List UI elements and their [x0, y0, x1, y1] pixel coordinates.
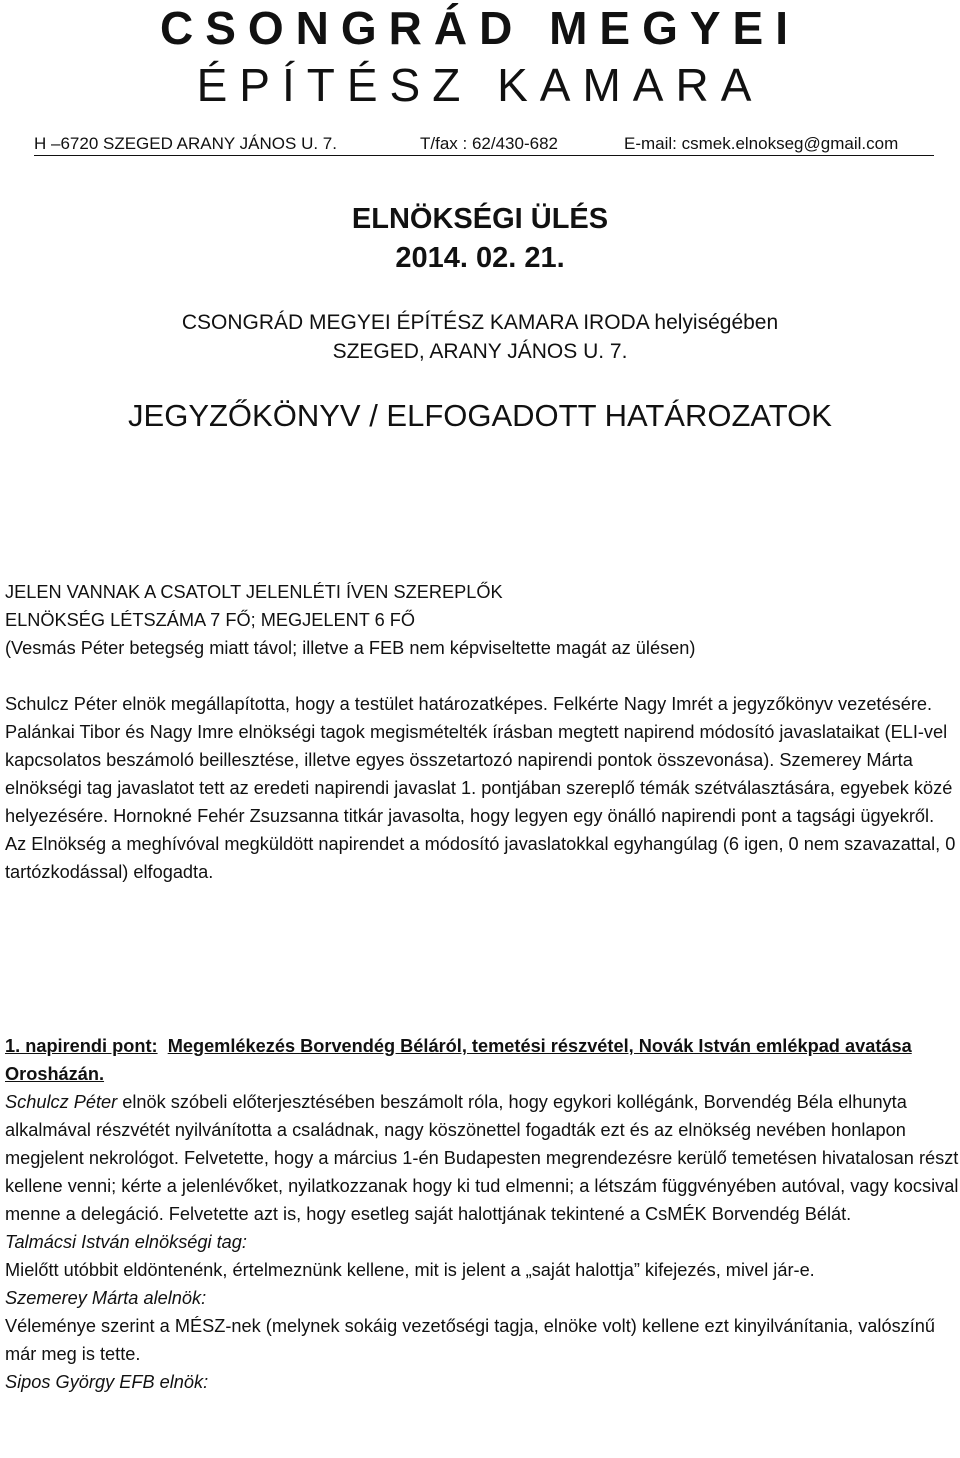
- location-line1: CSONGRÁD MEGYEI ÉPÍTÉSZ KAMARA IRODA helyiségében: [181, 311, 779, 334]
- intro-paragraph2: Palánkai Tibor és Nagy Imre elnökségi tagok megismételték írásban megtett napirend módosító javaslataikat (ELI-vel kapcsolatos beszámoló beillesztése, illetve egyes összetartozó napirendi pontok összevonása). Szemerey Márta elnökségi tag javaslatot tett az eredeti napirendi javaslat 1. pontjában szereplő témák szétválasztására, egyebek közé helyezésére. Hornokné Fehér Zsuzsanna titkár javasolta, hogy legyen egy önálló napirendi pont a tagsági ügyekről.: [5, 722, 953, 826]
- attendance-line1: JELEN VANNAK A CSATOLT JELENLÉTI ÍVEN SZEREPLŐK: [5, 582, 503, 602]
- intro-paragraph3: Az Elnökség a meghívóval megküldött napirendet a módosító javaslatokkal egyhangúlag (6 igen, 0 nem szavazattal, 0 tartózkodással) elfogadta.: [5, 834, 956, 882]
- meeting-title: ELNÖKSÉGI ÜLÉS: [351, 203, 609, 235]
- attendance-block: [5, 578, 960, 662]
- speech-text: Véleménye szerint a MÉSZ-nek (melynek sokáig vezetőségi tagja, elnöke volt) kellene ezt kinyilvánítania, valószínű már meg is tette.: [5, 1316, 936, 1364]
- attendance-line3: (Vesmás Péter betegség miatt távol; illetve a FEB nem képviseltette magát az ülésen): [5, 638, 696, 658]
- intro-paragraph1: Schulcz Péter elnök megállapította, hogy a testület határozatképes. Felkérte Nagy Imrét a jegyzőkönyv vezetésére.: [5, 694, 933, 714]
- speech-paragraph1: [5, 1088, 960, 1228]
- org-name-line1: CSONGRÁD MEGYEI: [159, 2, 801, 54]
- speech-text: Mielőtt utóbbit eldöntenénk, értelmeznünk kellene, mit is jelent a „saját halottja” kifejezés, mivel jár-e.: [5, 1260, 815, 1280]
- agenda-item-1: [5, 1032, 960, 1396]
- agenda-label: 1. napirendi pont:: [5, 1036, 158, 1056]
- speaker-name: Talmácsi István elnökségi tag:: [5, 1232, 247, 1252]
- email: E-mail: csmek.elnokseg@gmail.com: [624, 134, 899, 153]
- speaker-name: Sipos György EFB elnök:: [5, 1372, 209, 1392]
- intro-block: [5, 690, 960, 886]
- agenda-heading: [5, 1032, 960, 1088]
- phone: T/fax : 62/430-682: [420, 134, 558, 153]
- document-title: JEGYZŐKÖNYV / ELFOGADOTT HATÁROZATOK: [128, 398, 832, 433]
- speech-text: elnök szóbeli előterjesztésében beszámolt róla, hogy egykori kollégánk, Borvendég Béla elhunyta alkalmával részvétét nyilvánította a családnak, nagy köszönettel fogadták ezt és az elnökség nevében honlapon megjelent nekrológot. Felvetette, hogy a március 1-én Budapesten megrendezésre kerülő temetésen hivatalosan részt kellene venni; kérte a jelenlévőket, nyilatkozzanak hogy ki tud elmenni; a létszám függvényében autóval, vagy kocsival menne a delegáció. Felvetette azt is, hogy esetleg saját halottjának tekintené a CsMÉK Borvendég Bélát.: [5, 1092, 959, 1224]
- address: H –6720 SZEGED ARANY JÁNOS U. 7.: [34, 134, 337, 153]
- agenda-topic: Megemlékezés Borvendég Béláról, temetési részvétel, Novák István emlékpad avatása Orosházán.: [5, 1036, 912, 1084]
- speaker-name: Schulcz Péter: [5, 1092, 118, 1112]
- meeting-date: 2014. 02. 21.: [395, 242, 565, 274]
- location-line2: SZEGED, ARANY JÁNOS U. 7.: [332, 340, 628, 363]
- attendance-line2: ELNÖKSÉG LÉTSZÁMA 7 FŐ; MEGJELENT 6 FŐ: [5, 610, 415, 630]
- address-bar: [34, 134, 934, 156]
- org-name-line2: ÉPÍTÉSZ KAMARA: [196, 59, 764, 111]
- speaker-name: Szemerey Márta alelnök:: [5, 1288, 207, 1308]
